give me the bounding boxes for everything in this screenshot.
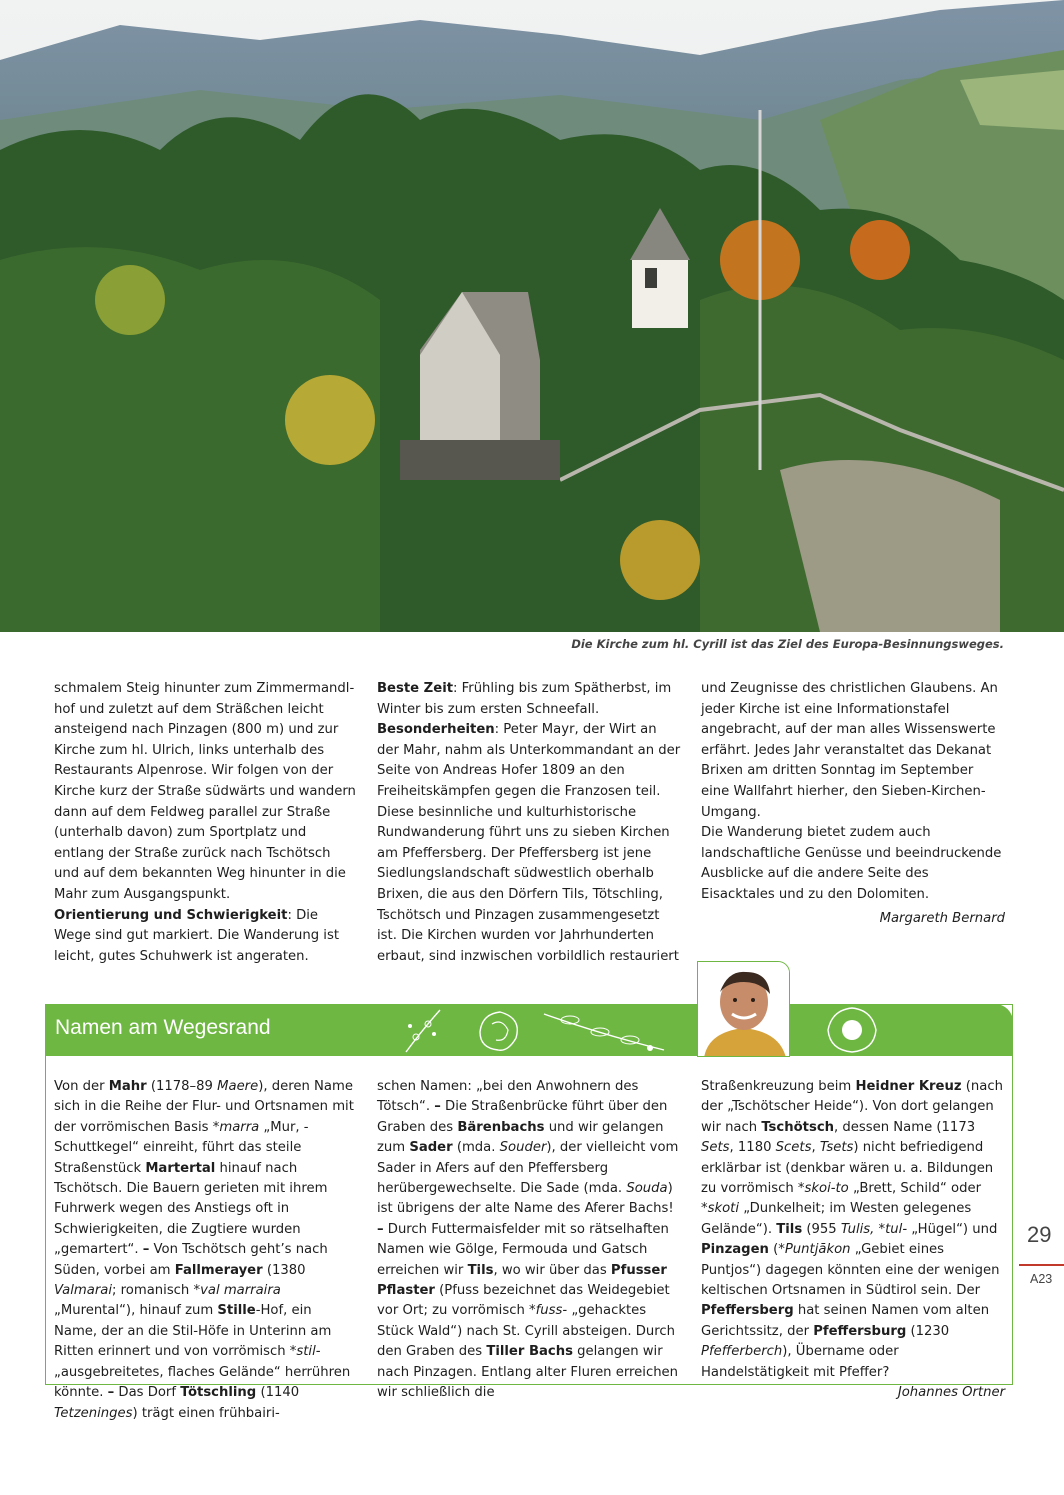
rose-icon: [470, 1004, 530, 1056]
paragraph: Orientierung und Schwierigkeit: Die Wege sind gut markiert. Die Wanderung ist leicht, gutes Schuhwerk ist angeraten.: [54, 907, 339, 964]
paragraph: Besonderheiten: Peter Mayr, der Wirt an der Mahr, nahm als Unterkommandant an der Seite von Andreas Hofer 1809 an den Freiheitskämpfen gegen die Franzosen teil. Diese besinnliche und kulturhistorische Rundwanderung führt uns zu sieben Kirchen am Pfeffersberg. Der Pfeffersberg ist jene Siedlungslandschaft südwestlich oberhalb Brixen, die aus den Dörfern Tils, Tötschling, Tschötsch und Pinzagen zusammengesetzt ist. Die Kirchen wurden vor Jahrhunderten erbaut, sind inzwischen vorbildlich restauriert: [377, 722, 681, 964]
article-author: Margareth Bernard: [879, 910, 1005, 926]
box-author: Johannes Ortner: [897, 1385, 1005, 1401]
paragraph: Die Wanderung bietet zudem auch landschaftliche Genüsse und beeindruckende Ausblicke auf die andere Seite des Eisacktales und zu den Dolomiten.: [701, 825, 1002, 902]
article-column-2: [377, 679, 682, 967]
paragraph: schmalem Steig hinunter zum Zimmermandlhof und zuletzt auf dem Sträßchen leicht ansteigend nach Pinzagen (800 m) und zur Kirche zum hl. Ulrich, links unterhalb des Restaurants Alpenrose. Wir folgen von der Kirche kurz der Straße südwärts und wandern dann auf dem Feldweg parallel zur Straße (unterhalb davon) zum Sportplatz und entlang der Straße zurück nach Tschötsch und auf dem bekannten Weg hinunter in die Mahr zum Ausgangspunkt.: [54, 681, 356, 902]
church-photo: [0, 0, 1064, 632]
box-column-1: Von der Mahr (1178–89 Maere), deren Name sich in die Reihe der Flur- und Ortsnamen mit der vorrömischen Basis *marra „Mur, -Schuttkegel“ einreiht, führt das steile Straßenstück Martertal hinauf nach Tschötsch. Die Bauern gerieten mit ihrem Fuhrwerk wegen des Anstiegs oft in Schwierigkeiten, die Zugtiere wurden „gemartert“. – Von Tschötsch geht’s nach Süden, vorbei am Fallmerayer (1380 Valmarai; romanisch *val marraira „Murental“), hinauf zum Stille-Hof, ein Name, der an die Stil-Höfe in Unterinn am Ritten erinnert und von vorrömisch *stil- „ausgebreitetes, flaches Gelände“ herrühren könnte. – Das Dorf Tötschling (1140 Tetzeninges) trägt einen frühbairi-: [54, 1079, 354, 1421]
box-column-3: Straßenkreuzung beim Heidner Kreuz (nach der „Tschötscher Heide“). Von dort gelangen wir nach Tschötsch, dessen Name (1173 Sets, 1180 Scets, Tsets) nicht befriedigend erklärbar ist (denkbar wären u. a. Bildungen zu vorrömisch *skoi-to „Brett, Schild“ oder *skoti „Dunkelheit; im Westen gelegenes Gelände“). Tils (955 Tulis, *tul- „Hügel“) und Pinzagen (*Puntjākon „Gebiet eines Puntjos“) dagegen könnten eine der wenigen keltischen Ortsnamen in Südtirol sein. Der Pfeffersberg hat seinen Namen vom alten Gerichtssitz, der Pfeffersburg (1230 Pfefferberch), Übername oder Handelstätigkeit mit Pfeffer? Johannes Ortner: [701, 1077, 1005, 1404]
author-portrait: [697, 961, 790, 1057]
page-number: 29: [1027, 1222, 1052, 1247]
twig-icon: [398, 1004, 448, 1056]
page-code: A23: [1030, 1272, 1053, 1286]
box-column-2: schen Namen: „bei den Anwohnern des Tötsch“. – Die Straßenbrücke führt über den Graben des Bärenbachs und wir gelangen zum Sader (mda. Souder), der vielleicht vom Sader in Afers auf den Pfeffersberg herübergewechselte. Die Sade (mda. Souda) ist übrigens der alte Name des Aferer Bachs! – Durch Futtermaisfelder mit so rätselhaften Namen wie Gölge, Fermouda und Gatsch erreichen wir Tils, wo wir über das Pfusser Pflaster (Pfuss bezeichnet das Weidegebiet vor Ort; zu vorrömisch *fuss- „gehacktes Stück Wald“) nach St. Cyrill absteigen. Durch den Graben des Tiller Bachs gelangen wir nach Pinzagen. Entlang alter Fluren erreichen wir schließlich die: [377, 1079, 679, 1401]
flower-icon: [816, 1004, 886, 1056]
article-column-1: [54, 679, 356, 967]
page-rule: [1019, 1264, 1064, 1266]
branch-icon: [540, 1004, 670, 1056]
paragraph: und Zeugnisse des christlichen Glaubens. An jeder Kirche ist eine Informationstafel angebracht, auf der man alles Wissenswerte erfährt. Jedes Jahr veranstaltet das Dekanat Brixen am dritten Sonntag im September eine Wallfahrt hierher, den Sieben-Kirchen-Umgang.: [701, 681, 998, 820]
paragraph: Beste Zeit: Frühling bis zum Spätherbst, im Winter bis zum ersten Schneefall.: [377, 681, 672, 717]
photo-caption: Die Kirche zum hl. Cyrill ist das Ziel des Europa-Besinnungsweges.: [571, 637, 1004, 651]
article-column-3: [701, 679, 1005, 929]
box-title: Namen am Wegesrand: [55, 1016, 271, 1039]
